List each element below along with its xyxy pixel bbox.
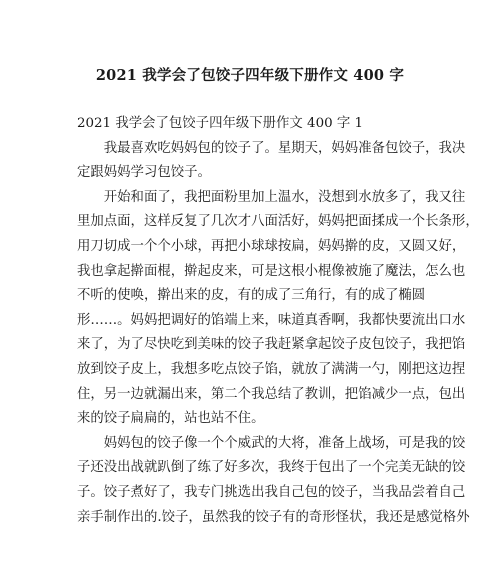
paragraph-line: 来的饺子扁扁的，站也站不住。 xyxy=(77,411,265,427)
document-body xyxy=(77,112,479,530)
paragraph-line: 用刀切成一个个小球，再把小球球按扁，妈妈擀的皮，又圆又好， xyxy=(77,238,466,254)
paragraph-line: 我也拿起擀面棍，擀起皮来，可是这根小棍像被施了魔法，怎么也 xyxy=(77,263,466,279)
paragraph-line: 开始和面了，我把面粉里加上温水，没想到水放多了，我又往 xyxy=(77,189,466,205)
paragraph-line: 形……。妈妈把调好的馅端上来，味道真香啊，我都快要流出口水 xyxy=(77,312,466,328)
paragraph-line: 来了，为了尽快吃到美味的饺子我赶紧拿起饺子皮包饺子，我把馅 xyxy=(77,337,466,353)
paragraph-line: 放到饺子皮上，我想多吃点饺子馅，就放了满满一勺，刚把这边捏 xyxy=(77,361,466,377)
paragraph-line: 住，另一边就漏出来，第二个我总结了教训，把馅减少一点，包出 xyxy=(77,386,466,402)
paragraph-line: 妈妈包的饺子像一个个威武的大将，准备上战场，可是我的饺 xyxy=(77,435,466,451)
paragraph-line: 定跟妈妈学习包饺子。 xyxy=(77,165,211,181)
section-heading: 2021 我学会了包饺子四年级下册作文 400 字 1 xyxy=(77,116,364,131)
document-title: 2021 我学会了包饺子四年级下册作文 400 字 xyxy=(95,67,405,84)
paragraph-line: 里加点面，这样反复了几次才八面活好，妈妈把面揉成一个长条形， xyxy=(77,214,479,230)
paragraph-line: 子。饺子煮好了，我专门挑选出我自己包的饺子，当我品尝着自己 xyxy=(77,484,466,500)
paragraph-line: 亲手制作出的.饺子，虽然我的饺子有的奇形怪状，我还是感觉格外 xyxy=(77,509,470,525)
paragraph-line: 子还没出战就趴倒了练了好多次，我终于包出了一个完美无缺的饺 xyxy=(77,460,466,476)
paragraph-line: 不听的使唤，擀出来的皮，有的成了三角行，有的成了椭圆 xyxy=(77,288,426,304)
paragraph-line: 我最喜欢吃妈妈包的饺子了。星期天，妈妈准备包饺子，我决 xyxy=(77,140,466,156)
